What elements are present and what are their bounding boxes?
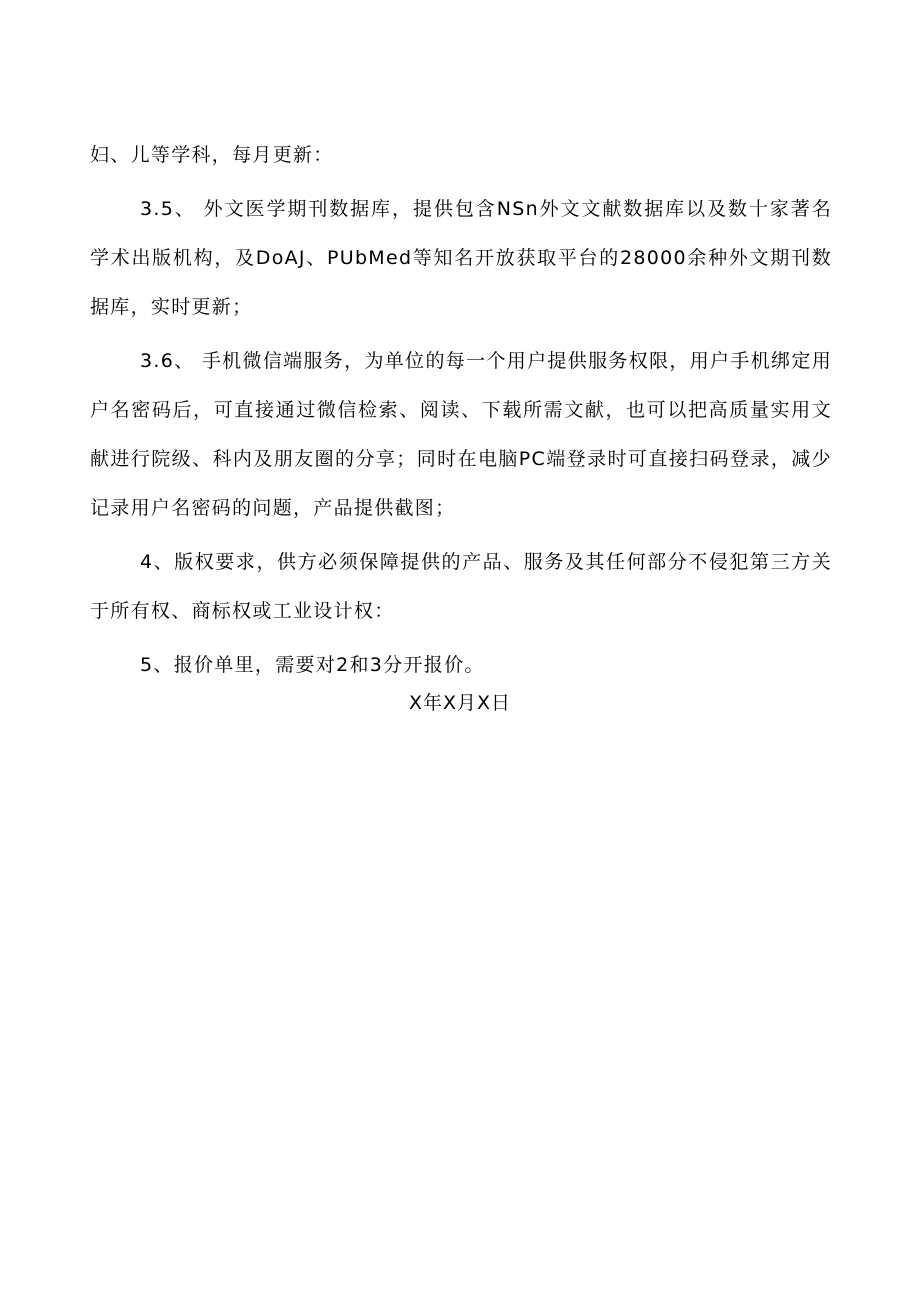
document-date: X年X月X日 [408,692,512,714]
paragraph-3-5-foreign-journal-database: 3.5、 外文医学期刊数据库，提供包含NSn外文文献数据库以及数十家著名学术出版机构，及DoAJ、PUbMed等知名开放获取平台的28000余种外文期刊数据库，实时更新； [90,198,832,318]
paragraph-4-copyright-requirement: 4、版权要求，供方必须保障提供的产品、服务及其任何部分不侵犯第三方关于所有权、商标权或工业设计权： [90,551,832,622]
document-body [90,131,832,695]
paragraph-5-quotation: 5、报价单里，需要对2和3分开报价。 [140,654,485,676]
paragraph-3-6-wechat-service: 3.6、 手机微信端服务，为单位的每一个用户提供服务权限，用户手机绑定用户名密码后，可直接通过微信检索、阅读、下载所需文献，也可以把高质量实用文献进行院级、科内及朋友圈的分享；同时在电脑PC端登录时可直接扫码登录，减少记录用户名密码的问题，产品提供截图； [90,350,832,519]
paragraph-continuation: 妇、儿等学科，每月更新： [90,144,334,166]
